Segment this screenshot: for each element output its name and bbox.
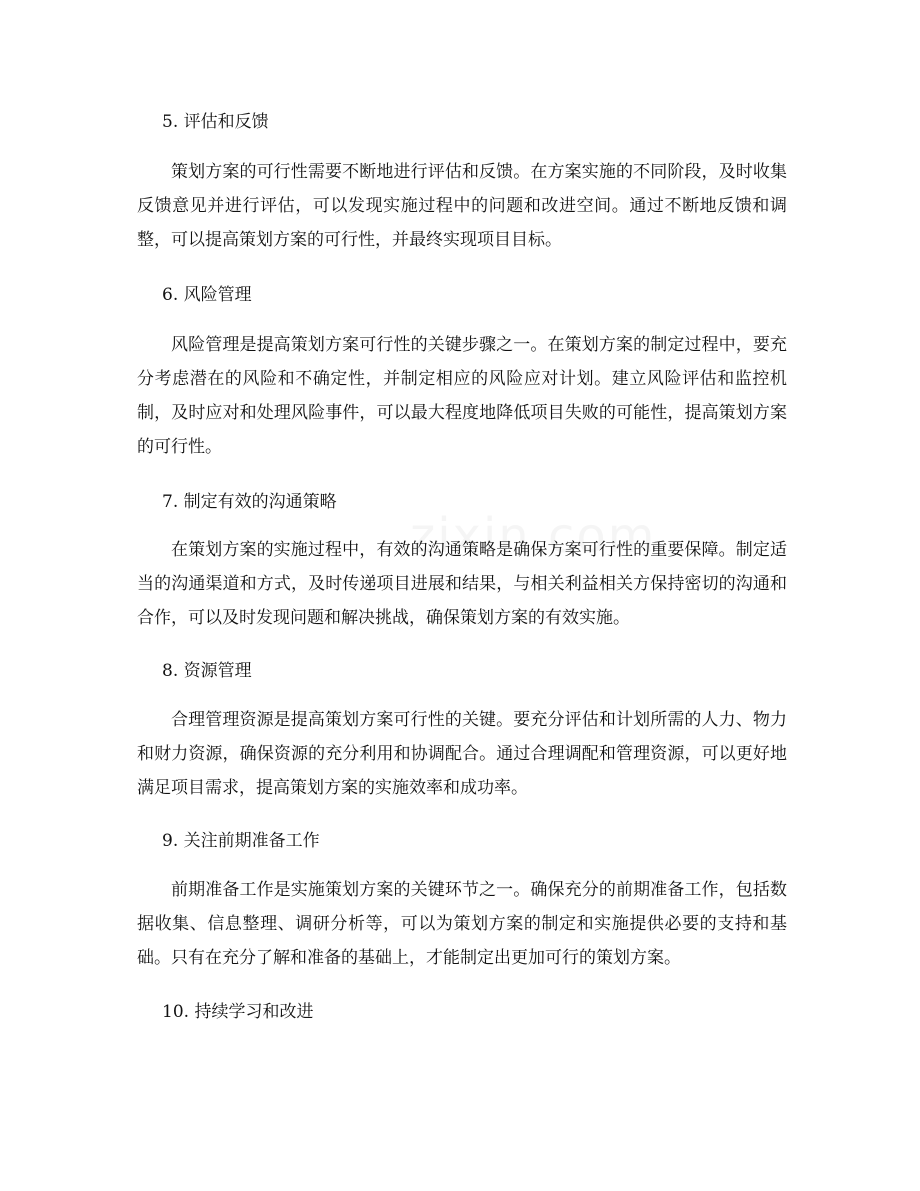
section-heading: 9. 关注前期准备工作 <box>162 831 320 851</box>
section-paragraph: 合理管理资源是提高策划方案可行性的关键。要充分评估和计划所需的人力、物力和财力资源，确保资源的充分利用和协调配合。通过合理调配和管理资源，可以更好地满足项目需求，提高策划方案的实施效率和成功率。 <box>137 710 787 798</box>
section-heading: 8. 资源管理 <box>162 661 252 681</box>
section-heading: 10. 持续学习和改进 <box>162 1002 314 1022</box>
section-heading: 7. 制定有效的沟通策略 <box>162 492 337 512</box>
section-paragraph: 策划方案的可行性需要不断地进行评估和反馈。在方案实施的不同阶段，及时收集反馈意见并进行评估，可以发现实施过程中的问题和改进空间。通过不断地反馈和调整，可以提高策划方案的可行性，并最终实现项目目标。 <box>137 162 787 250</box>
section-paragraph: 前期准备工作是实施策划方案的关键环节之一。确保充分的前期准备工作，包括数据收集、信息整理、调研分析等，可以为策划方案的制定和实施提供必要的支持和基础。只有在充分了解和准备的基础上，才能制定出更加可行的策划方案。 <box>137 880 787 968</box>
section-paragraph: 在策划方案的实施过程中，有效的沟通策略是确保方案可行性的重要保障。制定适当的沟通渠道和方式，及时传递项目进展和结果，与相关利益相关方保持密切的沟通和合作，可以及时发现问题和解决挑战，确保策划方案的有效实施。 <box>137 540 787 628</box>
section-paragraph: 风险管理是提高策划方案可行性的关键步骤之一。在策划方案的制定过程中，要充分考虑潜在的风险和不确定性，并制定相应的风险应对计划。建立风险评估和监控机制，及时应对和处理风险事件，可以最大程度地降低项目失败的可能性，提高策划方案的可行性。 <box>137 335 787 457</box>
section-heading: 5. 评估和反馈 <box>162 112 269 132</box>
section-heading: 6. 风险管理 <box>162 285 252 305</box>
